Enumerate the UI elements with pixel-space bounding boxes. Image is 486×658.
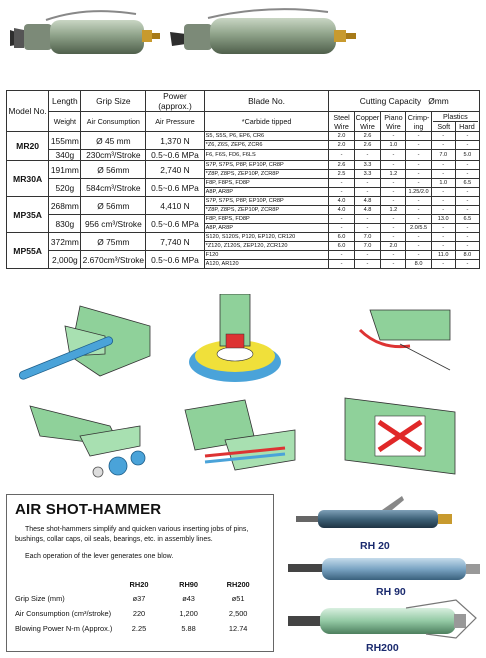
soft-cell: -	[431, 161, 455, 170]
hammer-row-label: Grip Size (mm)	[15, 594, 65, 603]
spec-row	[7, 251, 480, 260]
hammer-body	[15, 591, 263, 636]
hammer-row	[15, 606, 263, 621]
pressure-cell: 0.5~0.6 MPa	[146, 215, 204, 233]
copper-cell: -	[354, 215, 381, 224]
blade-cell: S7P, S7PS, P8P, EP10P, CR8P	[204, 197, 329, 206]
length-header: Length	[49, 91, 81, 112]
carbide-header: *Carbide tipped	[204, 112, 329, 132]
crimp-cell: -	[406, 197, 431, 206]
blade-cell: S120, S120S, P120, EP120, CR120	[204, 233, 329, 242]
crimp-cell: 2.0/5.5	[406, 224, 431, 233]
copper-cell: -	[354, 260, 381, 269]
crimp-cell: -	[406, 251, 431, 260]
hammer-value: ø43	[182, 594, 195, 603]
piano-wire-header: Piano Wire	[381, 112, 406, 132]
hard-cell: -	[455, 188, 479, 197]
cutting-unit-label: Ømm	[428, 96, 449, 106]
hammer-row-label: Air Consumption (cm³/stroke)	[15, 609, 112, 618]
pressure-cell: 0.5~0.6 MPa	[146, 251, 204, 269]
product-photos	[0, 0, 486, 72]
copper-cell: 7.0	[354, 233, 381, 242]
length-cell: 191mm	[49, 161, 81, 179]
hard-cell: -	[455, 170, 479, 179]
usage-illustrations	[0, 290, 486, 486]
model-no-header: Model No.	[7, 91, 49, 132]
hammer-row-label: Blowing Power N-m (Approx.)	[15, 624, 113, 633]
crimp-cell: -	[406, 206, 431, 215]
blade-cell: *Z8P, Z8PS, ZEP10P, ZCR8P	[204, 206, 329, 215]
blade-cell: F120	[204, 251, 329, 260]
plastics-label: Plastics	[433, 112, 478, 122]
crimping-header: Crimp- ing	[407, 112, 430, 131]
copper-cell: 4.8	[354, 206, 381, 215]
hammer-value: 220	[132, 609, 146, 618]
crimping-illustration	[10, 386, 160, 482]
copper-cell: -	[354, 188, 381, 197]
rh200-label: RH200	[366, 642, 399, 654]
soft-cell: -	[431, 242, 455, 251]
hammer-header-row	[15, 577, 263, 591]
spec-row	[7, 161, 480, 170]
soft-cell: -	[431, 141, 455, 150]
air-nipper-photo-right	[168, 0, 368, 64]
crimp-cell: -	[406, 215, 431, 224]
blade-no-header: Blade No.	[204, 91, 329, 112]
power-cell: 1,370 N	[146, 132, 204, 150]
copper-cell: -	[354, 224, 381, 233]
steel-cell: -	[329, 224, 354, 233]
steel-cell: -	[329, 179, 354, 188]
grip-cell: Ø 75mm	[81, 233, 146, 251]
hammer-row	[15, 591, 263, 606]
hard-cell: 5.0	[455, 150, 479, 161]
crimp-cell: -	[406, 233, 431, 242]
spec-row	[7, 179, 480, 188]
piano-cell: -	[381, 150, 406, 161]
air-cell: 230cm³/Stroke	[81, 150, 146, 161]
blade-cell: *Z120, Z120S, ZEP120, ZCR120	[204, 242, 329, 251]
multi-wire-cutting-illustration	[175, 390, 305, 480]
spec-table	[6, 90, 480, 269]
hard-cell: -	[455, 206, 479, 215]
crimp-cell: -	[406, 170, 431, 179]
rh200-photo	[286, 598, 482, 642]
blade-cell: S7P, S7PS, P8P, EP10P, CR8P	[204, 161, 329, 170]
piano-cell: -	[381, 233, 406, 242]
piano-cell: 1.2	[381, 170, 406, 179]
air-cell: 584cm³/Stroke	[81, 179, 146, 197]
header-row-2	[7, 112, 480, 132]
steel-cell: 4.0	[329, 206, 354, 215]
hard-cell: -	[455, 132, 479, 141]
copper-cell: 7.0	[354, 242, 381, 251]
piano-cell: 1.2	[381, 206, 406, 215]
air-pressure-header: Air Pressure	[146, 112, 204, 132]
crimp-cell: -	[406, 161, 431, 170]
air-nipper-photo-left	[6, 0, 166, 64]
piano-cell: -	[381, 179, 406, 188]
grip-cell: Ø 56mm	[81, 197, 146, 215]
copper-cell: -	[354, 150, 381, 161]
copper-cell: 2.6	[354, 132, 381, 141]
steel-cell: 4.0	[329, 197, 354, 206]
copper-cell: 4.8	[354, 197, 381, 206]
pressure-cell: 0.5~0.6 MPa	[146, 150, 204, 161]
crimp-cell: 8.0	[406, 260, 431, 269]
rh20-photo	[292, 492, 464, 544]
crimp-cell: 1.25/2.0	[406, 188, 431, 197]
soft-cell: -	[431, 233, 455, 242]
power-cell: 2,740 N	[146, 161, 204, 179]
soft-cell: 7.0	[431, 150, 455, 161]
spec-row	[7, 233, 480, 242]
cutting-capacity-header	[329, 91, 480, 112]
spec-row	[7, 215, 480, 224]
soft-cell: -	[431, 224, 455, 233]
crimp-cell: -	[406, 150, 431, 161]
piano-cell: -	[381, 260, 406, 269]
air-cell: 2.670cm³/Stroke	[81, 251, 146, 269]
soft-cell: -	[431, 170, 455, 179]
steel-cell: -	[329, 215, 354, 224]
rh90-photo	[286, 552, 482, 586]
steel-wire-header: Steel Wire	[329, 112, 354, 132]
grip-size-header: Grip Size	[81, 91, 146, 112]
piano-cell: -	[381, 224, 406, 233]
steel-cell: 6.0	[329, 233, 354, 242]
crimp-cell: -	[406, 179, 431, 188]
hammer-value: 12.74	[228, 624, 248, 633]
wire-cutting-illustration	[340, 300, 460, 380]
grip-cell: Ø 45 mm	[81, 132, 146, 150]
hammer-value: 2,500	[228, 609, 248, 618]
hammer-value: ø51	[231, 594, 245, 603]
blade-cell: A8P, AR8P	[204, 188, 329, 197]
hammer-spec-table	[15, 577, 263, 636]
piano-cell: -	[381, 161, 406, 170]
hammer-value: 2.25	[131, 624, 147, 633]
steel-cell: 6.0	[329, 242, 354, 251]
copper-cell: -	[354, 251, 381, 260]
plastics-header	[431, 112, 479, 132]
cutting-capacity-label: Cutting Capacity	[359, 96, 422, 106]
spec-row	[7, 197, 480, 206]
blade-cell: S5, S5S, P6, EP6, CR6	[204, 132, 329, 141]
hammer-row	[15, 621, 263, 636]
air-consumption-header: Air Consumption	[81, 112, 146, 132]
steel-cell: 2.5	[329, 170, 354, 179]
steel-cell: 2.0	[329, 132, 354, 141]
spec-row	[7, 150, 480, 161]
hard-cell: 8.0	[455, 251, 479, 260]
hard-cell: -	[455, 224, 479, 233]
length-cell: 372mm	[49, 233, 81, 251]
power-cell: 7,740 N	[146, 233, 204, 251]
steel-cell: 2.6	[329, 161, 354, 170]
hard-cell: -	[455, 161, 479, 170]
crimp-cell: -	[406, 242, 431, 251]
soft-label: Soft	[433, 122, 456, 131]
hard-cell: 6.5	[455, 215, 479, 224]
soft-cell: 1.0	[431, 179, 455, 188]
model-cell: MP55A	[7, 233, 49, 269]
blade-cell: *Z6, Z6S, ZEP6, ZCR6	[204, 141, 329, 150]
hard-cell: 6.5	[455, 179, 479, 188]
piano-cell: 1.0	[381, 141, 406, 150]
rh90-label: RH 90	[376, 586, 406, 598]
spec-row	[7, 132, 480, 141]
soft-cell: -	[431, 260, 455, 269]
pressure-cell: 0.5~0.6 MPa	[146, 179, 204, 197]
weight-header: Weight	[49, 112, 81, 132]
hard-cell: -	[455, 197, 479, 206]
reel-cutting-illustration	[180, 294, 290, 390]
air-shot-hammer-panel	[6, 494, 274, 652]
model-cell: MP35A	[7, 197, 49, 233]
copper-cell: -	[354, 179, 381, 188]
length-cell: 268mm	[49, 197, 81, 215]
crimp-cell: -	[406, 132, 431, 141]
blade-cell: A120, AR120	[204, 260, 329, 269]
model-cell: MR20	[7, 132, 49, 161]
hammer-value: ø37	[132, 594, 146, 603]
weight-cell: 830g	[49, 215, 81, 233]
soft-cell: -	[431, 132, 455, 141]
piano-cell: -	[381, 188, 406, 197]
power-header: Power (approx.)	[146, 91, 204, 112]
piano-cell: -	[381, 197, 406, 206]
steel-cell: -	[329, 188, 354, 197]
power-cell: 4,410 N	[146, 197, 204, 215]
col-rh20: RH20	[129, 579, 149, 589]
copper-cell: 2.6	[354, 141, 381, 150]
piano-cell: -	[381, 132, 406, 141]
soft-cell: 11.0	[431, 251, 455, 260]
hammer-title: AIR SHOT-HAMMER	[15, 501, 162, 518]
blade-cell: *Z8P, Z8PS, ZEP10P, ZCR8P	[204, 170, 329, 179]
hard-cell: -	[455, 233, 479, 242]
weight-cell: 2,000g	[49, 251, 81, 269]
copper-wire-header: Copper Wire	[355, 112, 380, 131]
piano-cell: -	[381, 251, 406, 260]
plastic-cutting-illustration	[335, 388, 470, 484]
header-row-1	[7, 91, 480, 112]
spec-body	[7, 132, 480, 269]
steel-cell: -	[329, 260, 354, 269]
copper-cell: 3.3	[354, 161, 381, 170]
hard-cell: -	[455, 260, 479, 269]
hammer-description: These shot-hammers simplify and quicken various inserting jobs of pins, bushings, collar caps, oil seals, bearings, etc. in assembly lines.	[15, 526, 249, 543]
soft-cell: -	[431, 206, 455, 215]
soft-cell: -	[431, 197, 455, 206]
model-cell: MR30A	[7, 161, 49, 197]
hard-cell: -	[455, 141, 479, 150]
copper-cell: 3.3	[354, 170, 381, 179]
cutting-hose-illustration	[10, 296, 160, 386]
length-cell: 155mm	[49, 132, 81, 150]
blade-cell: A8P, AR8P	[204, 224, 329, 233]
blade-cell: F6, F6S, FD6, F6LS	[204, 150, 329, 161]
soft-cell: -	[431, 188, 455, 197]
col-rh90: RH90	[179, 579, 199, 589]
grip-cell: Ø 56mm	[81, 161, 146, 179]
hammer-value: 1,200	[179, 609, 198, 618]
blade-cell: F8P, F8PS, FD8P	[204, 179, 329, 188]
piano-cell: 2.0	[381, 242, 406, 251]
piano-cell: -	[381, 215, 406, 224]
col-rh200: RH200	[226, 579, 250, 589]
crimp-cell: -	[406, 141, 431, 150]
hard-cell: -	[455, 242, 479, 251]
blade-cell: F8P, F8PS, FD8P	[204, 215, 329, 224]
steel-cell: 2.0	[329, 141, 354, 150]
soft-cell: 13.0	[431, 215, 455, 224]
steel-cell: -	[329, 150, 354, 161]
weight-cell: 520g	[49, 179, 81, 197]
hard-label: Hard	[459, 122, 475, 131]
air-cell: 956 cm³/Stroke	[81, 215, 146, 233]
rh20-label: RH 20	[360, 540, 390, 552]
weight-cell: 340g	[49, 150, 81, 161]
hammer-note: Each operation of the lever generates one blow.	[25, 553, 174, 560]
steel-cell: -	[329, 251, 354, 260]
hammer-value: 5.88	[181, 624, 196, 633]
